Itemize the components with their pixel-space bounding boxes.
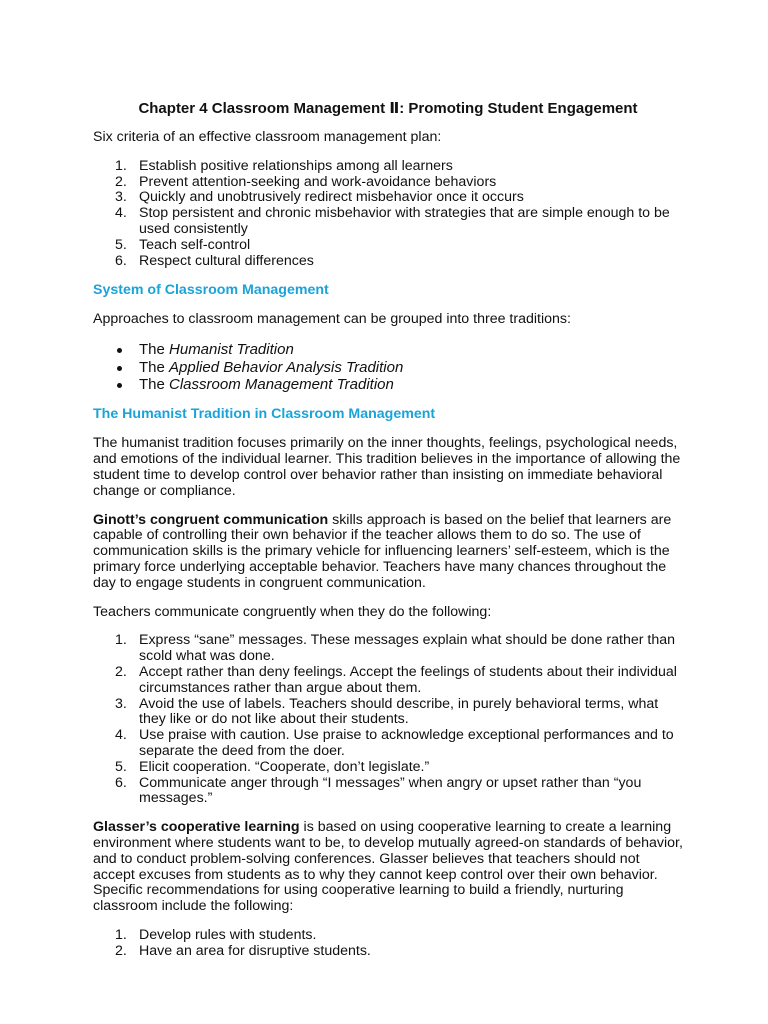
congruent-intro: Teachers communicate congruently when they do the following: [93,603,492,620]
list-item: 2. Accept rather than deny feelings. Accept the feelings of students about their individual circumstances rather than argue about them. [115,663,677,696]
section-heading-humanist: The Humanist Tradition in Classroom Management [93,406,436,423]
list-item [93,376,683,393]
congruent-text: Express “sane” messages. These messages explain what should be done rather than scold what was done. [139,632,676,665]
glasser-list [93,928,683,960]
tradition-name: Humanist Tradition [169,341,294,359]
bullet-icon [117,366,122,371]
document-page [93,100,683,973]
glasser-paragraph [93,820,683,915]
list-item: 6. Communicate anger through “I messages” when angry or upset rather than “you messages.” [115,774,642,807]
congruent-text: Accept rather than deny feelings. Accept the feelings of students about their individual circumstances rather than argue about them. [139,663,677,696]
glasser-text: is based on using cooperative learning to create a learning environment where students want to be, to develop mutually agreed-on standards of behavior, and to conduct problem-solving conferences. Glasser believes that teachers should not accept excuses from students as to why they cannot keep control over their own behavior. Specific recommendations for using cooperative learning to build a friendly, nurturing classroom include the following: [93,819,683,915]
list-item: 3. Quickly and unobtrusively redirect misbehavior once it occurs [115,189,524,206]
criteria-text: Stop persistent and chronic misbehavior with strategies that are simple enough to be used consistently [139,205,670,237]
criteria-text: Quickly and unobtrusively redirect misbehavior once it occurs [139,189,524,206]
list-item: 6. Respect cultural differences [115,252,314,269]
glasser-item-text: Have an area for disruptive students. [139,942,371,959]
criteria-intro: Six criteria of an effective classroom management plan: [93,129,442,145]
ginott-paragraph [93,513,683,592]
tradition-name: Applied Behavior Analysis Tradition [169,358,404,376]
humanist-paragraph: The humanist tradition focuses primarily on the inner thoughts, feelings, psychological needs, and emotions of the individual learner. This tradition believes in the importance of allowing the student time to develop control over behavior rather than insisting on immediate behavioral change or compliance. [93,435,681,499]
list-item: 4. Stop persistent and chronic misbehavior with strategies that are simple enough to be used consistently [115,205,670,237]
ginott-lead: Ginott’s congruent communication [93,511,329,528]
tradition-prefix: The [139,375,170,393]
list-item: 5. Teach self-control [115,236,251,253]
criteria-text: Teach self-control [139,236,251,253]
tradition-prefix: The [139,358,170,376]
list-item [93,341,683,358]
list-item: 1. Establish positive relationships among all learners [115,157,453,174]
bullet-icon [117,348,122,353]
congruent-text: Use praise with caution. Use praise to acknowledge exceptional performances and to separate the deed from the doer. [139,727,674,759]
criteria-text: Prevent attention-seeking and work-avoidance behaviors [139,173,497,190]
criteria-text: Respect cultural differences [139,252,314,269]
list-item: 1. Develop rules with students. [115,926,317,943]
list-item: 3. Avoid the use of labels. Teachers should describe, in purely behavioral terms, what they like or do not like about their students. [115,695,659,728]
list-item [93,359,683,376]
congruent-text: Communicate anger through “I messages” when angry or upset rather than “you messages.” [139,774,642,807]
approaches-text: Approaches to classroom management can be grouped into three traditions: [93,311,571,328]
traditions-list [93,341,683,393]
list-item: 5. Elicit cooperation. “Cooperate, don’t legislate.” [115,758,430,775]
congruent-text: Avoid the use of labels. Teachers should describe, in purely behavioral terms, what they like or do not like about their students. [139,695,659,728]
criteria-list [93,159,683,270]
criteria-text: Establish positive relationships among all learners [139,157,453,174]
ginott-text: skills approach is based on the belief that learners are capable of controlling their own behavior if the teacher allows them to do so. The use of communication skills is the primary vehicle for influencing learners’ self-esteem, which is the primary force underlying acceptable behavior. Teachers have many chances throughout the day to engage students in congruent communication. [93,511,672,591]
tradition-name: Classroom Management Tradition [169,375,394,393]
congruent-list [93,633,683,807]
glasser-lead: Glasser’s cooperative learning [93,819,300,836]
congruent-text: Elicit cooperation. “Cooperate, don’t legislate.” [139,758,430,775]
section-heading-system: System of Classroom Management [93,282,329,299]
list-item: 2. Have an area for disruptive students. [115,942,371,959]
page-title: Chapter 4 Classroom Management Ⅱ: Promoting Student Engagement [138,100,638,117]
tradition-prefix: The [139,341,170,359]
list-item: 2. Prevent attention-seeking and work-avoidance behaviors [115,173,497,190]
list-item: 4. Use praise with caution. Use praise to acknowledge exceptional performances and to separate the deed from the doer. [115,727,674,759]
bullet-icon [117,383,122,388]
glasser-item-text: Develop rules with students. [139,926,317,943]
list-item: 1. Express “sane” messages. These messages explain what should be done rather than scold what was done. [115,632,676,665]
